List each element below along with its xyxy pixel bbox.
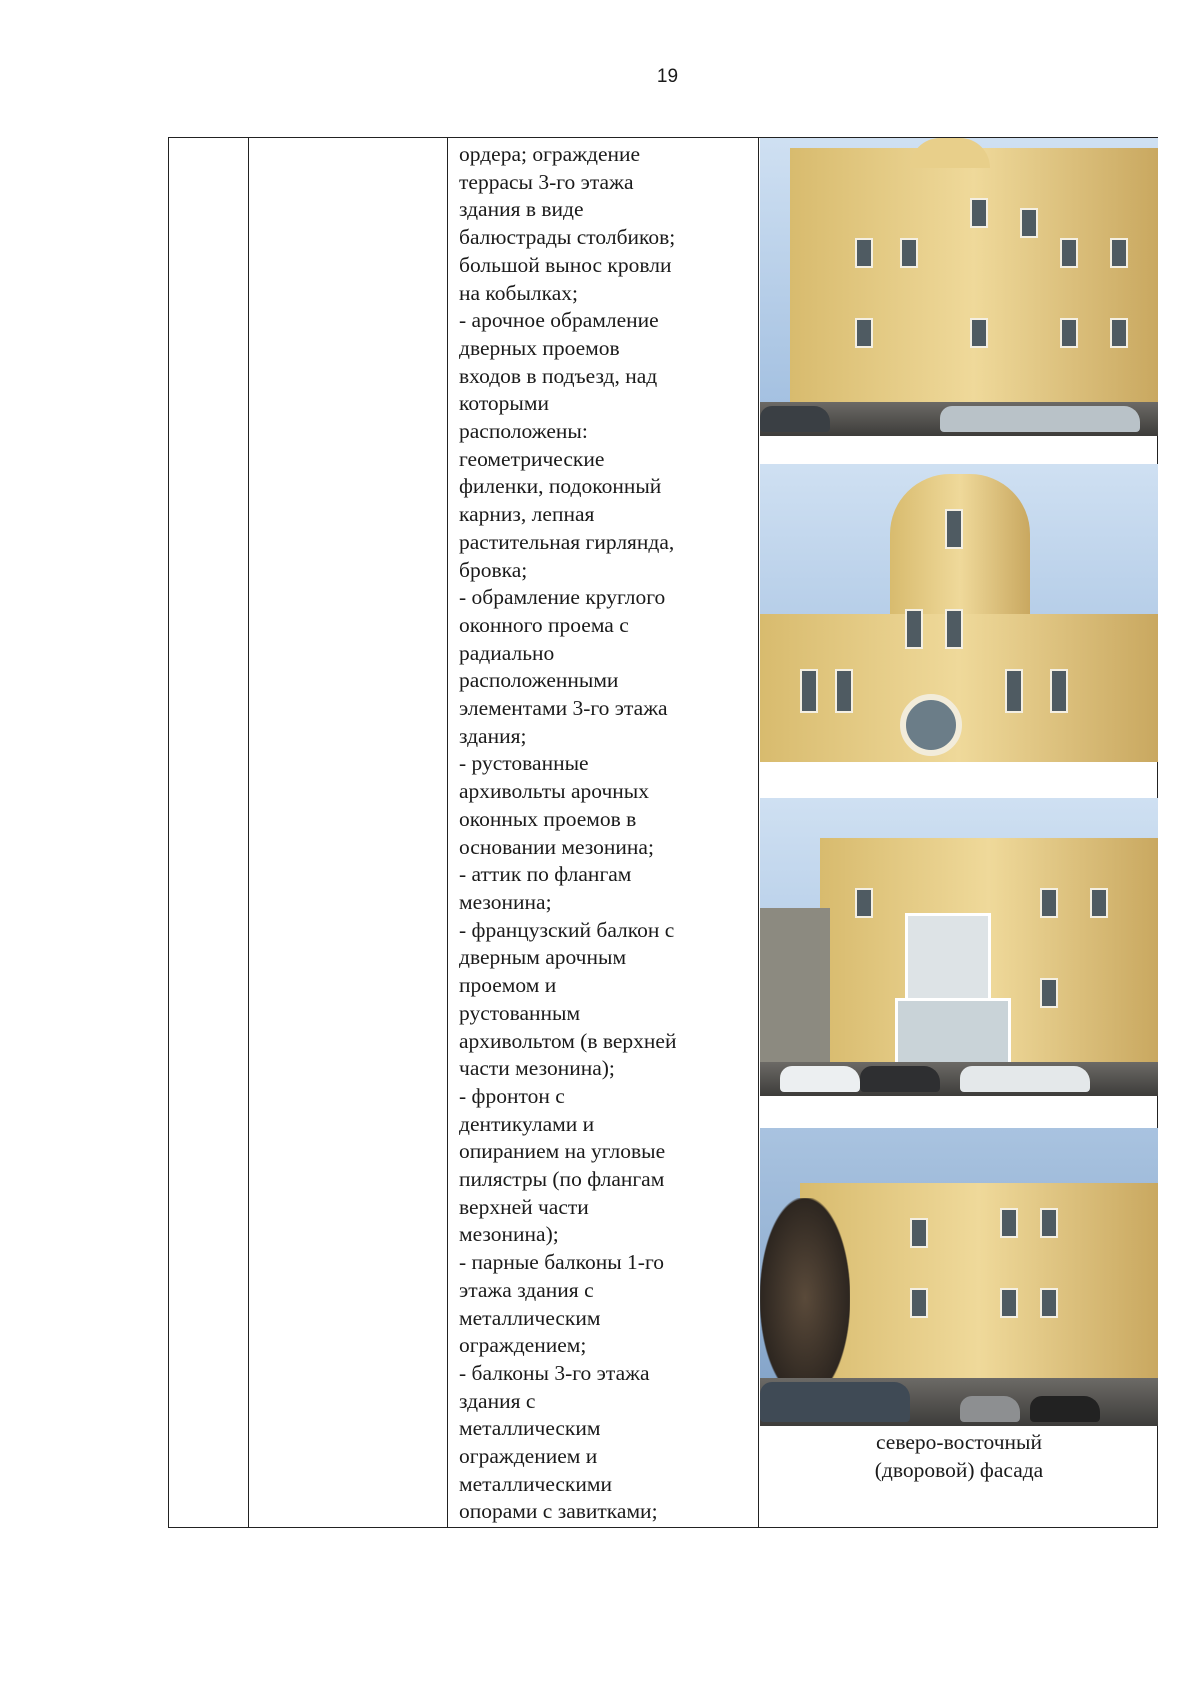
description-line: которыми — [459, 391, 549, 416]
caption-line: (дворовой) фасада — [874, 1458, 1044, 1482]
description-line: рустованным — [459, 1000, 581, 1025]
description-line: карниз, лепная — [459, 502, 595, 527]
column-divider — [447, 138, 448, 1527]
description-line: здания в виде — [459, 197, 584, 222]
caption-line: северо-восточный — [876, 1430, 1042, 1454]
description-line: большой вынос кровли — [459, 252, 672, 277]
description-line: геометрические — [459, 446, 605, 471]
description-line: бровка; — [459, 557, 528, 582]
description-line: здания; — [459, 723, 527, 748]
description-line: этажа здания с — [459, 1277, 594, 1302]
description-line: на кобылках; — [459, 280, 579, 305]
description-line: - арочное обрамление — [459, 308, 659, 333]
description-line: входов в подъезд, над — [459, 363, 658, 388]
description-line: дентикулами и — [459, 1111, 595, 1136]
facade-photo-2 — [760, 464, 1158, 762]
description-line: металлическим — [459, 1305, 601, 1330]
description-line: ордера; ограждение — [459, 142, 641, 166]
monument-table — [168, 137, 1158, 1528]
facade-photo-4 — [760, 1128, 1158, 1426]
description-line: архивольтом (в верхней — [459, 1028, 677, 1053]
description-line: дверных проемов — [459, 335, 620, 360]
description-line: части мезонина); — [459, 1056, 615, 1081]
description-line: дверным арочным — [459, 945, 627, 970]
description-line: металлическим — [459, 1416, 601, 1441]
description-line: пилястры (по флангам — [459, 1167, 665, 1192]
description-line: опорами с завитками; — [459, 1499, 658, 1524]
description-line: ограждением и — [459, 1444, 598, 1469]
description-line: основании мезонина; — [459, 834, 654, 859]
facade-photo-3 — [760, 798, 1158, 1096]
description-line: проемом и — [459, 973, 557, 998]
description-line: оконных проемов в — [459, 806, 637, 831]
description-line: мезонина; — [459, 889, 552, 914]
description-line: - аттик по флангам — [459, 862, 632, 887]
description-line: мезонина); — [459, 1222, 559, 1247]
description-line: опиранием на угловые — [459, 1139, 666, 1164]
description-line: растительная гирлянда, — [459, 529, 675, 554]
facade-photo-1 — [760, 138, 1158, 436]
description-line: металлическими — [459, 1471, 612, 1496]
description-line: верхней части — [459, 1194, 589, 1219]
description-line: - фронтон с — [459, 1083, 565, 1108]
column-divider — [248, 138, 249, 1527]
description-line: расположенными — [459, 668, 619, 693]
description-line: расположены: — [459, 419, 588, 444]
page-number: 19 — [656, 66, 679, 87]
description-line: архивольты арочных — [459, 779, 649, 804]
description-line: - французский балкон с — [459, 917, 675, 942]
description-line: радиально — [459, 640, 555, 665]
description-line: элементами 3-го этажа — [459, 696, 668, 721]
photo-caption — [760, 1428, 1158, 1484]
architectural-elements-description — [459, 141, 759, 1526]
description-line: террасы 3-го этажа — [459, 169, 634, 194]
description-line: - парные балконы 1-го — [459, 1250, 664, 1275]
description-line: балюстрады столбиков; — [459, 225, 676, 250]
description-line: - обрамление круглого — [459, 585, 666, 610]
description-line: оконного проема с — [459, 612, 629, 637]
description-line: здания с — [459, 1388, 536, 1413]
description-line: филенки, подоконный — [459, 474, 662, 499]
description-line: - балконы 3-го этажа — [459, 1360, 650, 1385]
description-line: ограждением; — [459, 1333, 587, 1358]
description-line: - рустованные — [459, 751, 589, 776]
